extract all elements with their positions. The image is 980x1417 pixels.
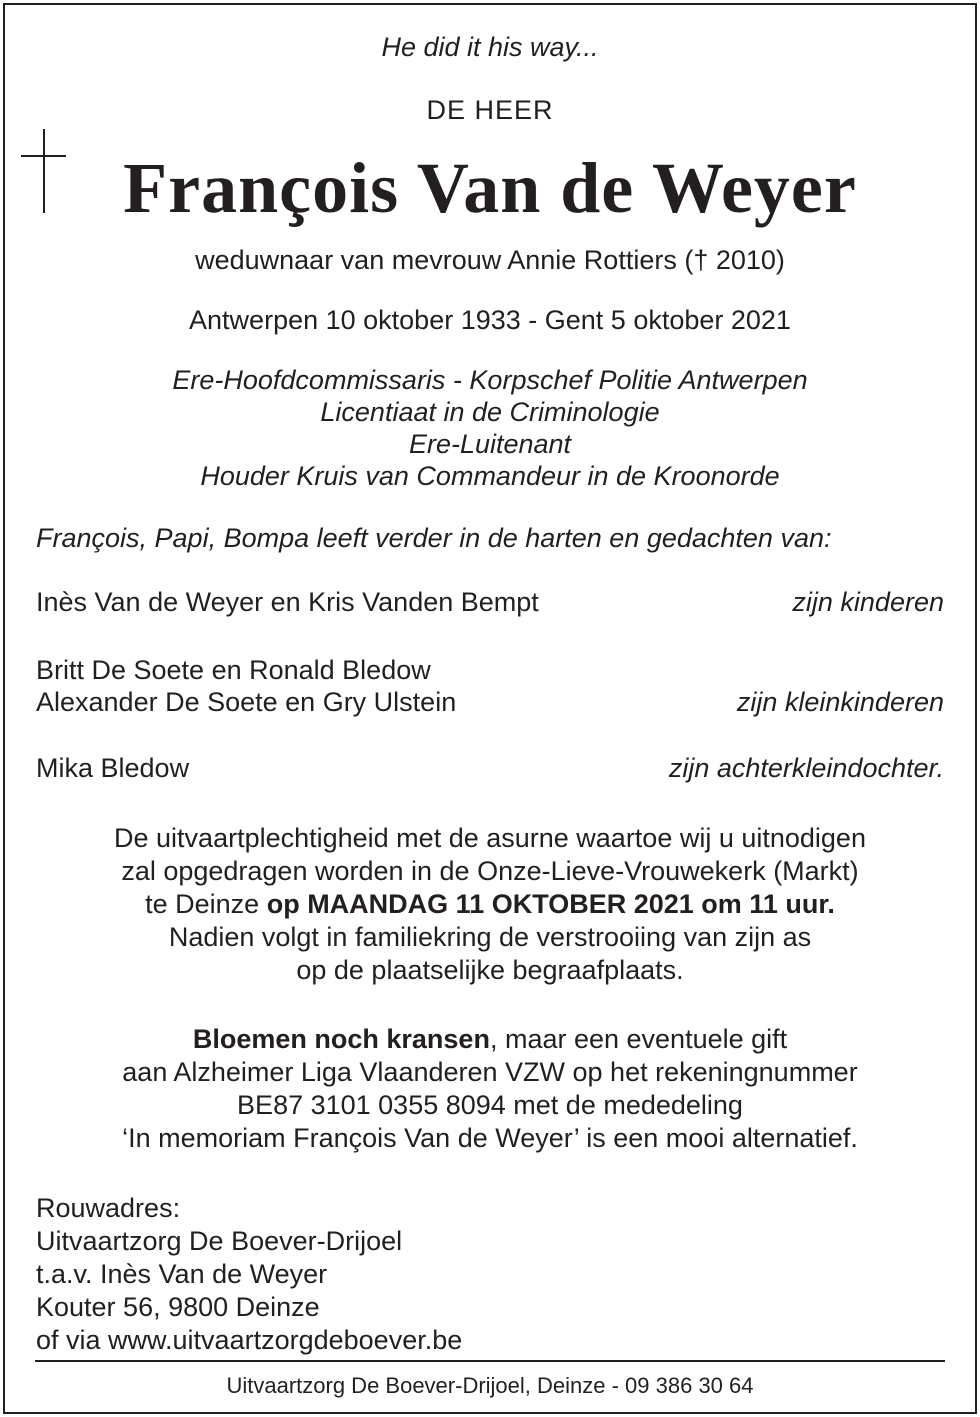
relation-label: zijn achterkleindochter. <box>668 753 944 783</box>
ceremony-location: te Deinze <box>145 889 267 919</box>
donation-line: aan Alzheimer Liga Vlaanderen VZW op het rekeningnummer <box>122 1057 858 1087</box>
ceremony-announcement <box>36 822 944 987</box>
salutation: DE HEER <box>426 95 554 125</box>
relation-label: zijn kleinkinderen <box>736 687 944 717</box>
ceremony-line: zal opgedragen worden in de Onze-Lieve-Vrouwekerk (Markt) <box>121 856 859 886</box>
donation-line: ‘In memoriam François Van de Weyer’ is een mooi alternatief. <box>122 1123 858 1153</box>
widower-line: weduwnaar van mevrouw Annie Rottiers († 2010) <box>195 245 785 275</box>
epigraph: He did it his way... <box>381 32 599 62</box>
donation-line <box>36 1023 944 1056</box>
donation-request <box>36 1023 944 1155</box>
deceased-name: François Van de Weyer <box>123 148 857 228</box>
family-names-line: Alexander De Soete en Gry Ulstein <box>36 687 457 717</box>
birth-death-dates: Antwerpen 10 oktober 1933 - Gent 5 oktober 2021 <box>189 305 791 335</box>
family-names: Mika Bledow <box>36 753 190 783</box>
title-line: Licentiaat in de Criminologie <box>320 397 660 427</box>
donation-gift-note: , maar een eventuele gift <box>489 1024 788 1054</box>
honorary-titles <box>36 364 944 492</box>
relation-label: zijn kinderen <box>792 587 944 617</box>
ceremony-line: De uitvaartplechtigheid met de asurne waartoe wij u uitnodigen <box>114 823 866 853</box>
no-flowers-note: Bloemen noch kransen <box>192 1024 490 1054</box>
title-line: Ere-Luitenant <box>408 429 572 459</box>
family-names: Inès Van de Weyer en Kris Vanden Bempt <box>36 587 539 617</box>
family-row-children <box>36 586 944 618</box>
funeral-home-footer: Uitvaartzorg De Boever-Drijoel, Deinze - 09 386 30 64 <box>226 1373 754 1398</box>
family-row-great-granddaughter <box>36 752 944 784</box>
mourning-address-label: Rouwadres: <box>36 1193 181 1223</box>
funeral-home-name: Uitvaartzorg De Boever-Drijoel <box>36 1226 403 1256</box>
attention-line: t.a.v. Inès Van de Weyer <box>36 1259 328 1289</box>
family-names-line: Britt De Soete en Ronald Bledow <box>36 655 431 685</box>
title-line: Houder Kruis van Commandeur in de Kroonorde <box>200 461 780 491</box>
memory-line: François, Papi, Bompa leeft verder in de harten en gedachten van: <box>36 523 832 553</box>
ceremony-datetime: op MAANDAG 11 OKTOBER 2021 om 11 uur. <box>266 889 835 919</box>
family-names <box>36 654 456 718</box>
title-line: Ere-Hoofdcommissaris - Korpschef Politie Antwerpen <box>172 365 808 395</box>
ceremony-line: Nadien volgt in familiekring de verstrooiing van zijn as <box>168 922 812 952</box>
mourning-card <box>5 5 975 1412</box>
ceremony-line: op de plaatselijke begraafplaats. <box>296 955 684 985</box>
footer-divider <box>35 1360 945 1362</box>
ceremony-line <box>36 888 944 921</box>
family-row-grandchildren <box>36 654 944 718</box>
donation-account-number: BE87 3101 0355 8094 met de mededeling <box>237 1090 743 1120</box>
mourning-address <box>36 1192 944 1357</box>
street-address: Kouter 56, 9800 Deinze <box>36 1292 320 1322</box>
website-line: of via www.uitvaartzorgdeboever.be <box>36 1325 463 1355</box>
